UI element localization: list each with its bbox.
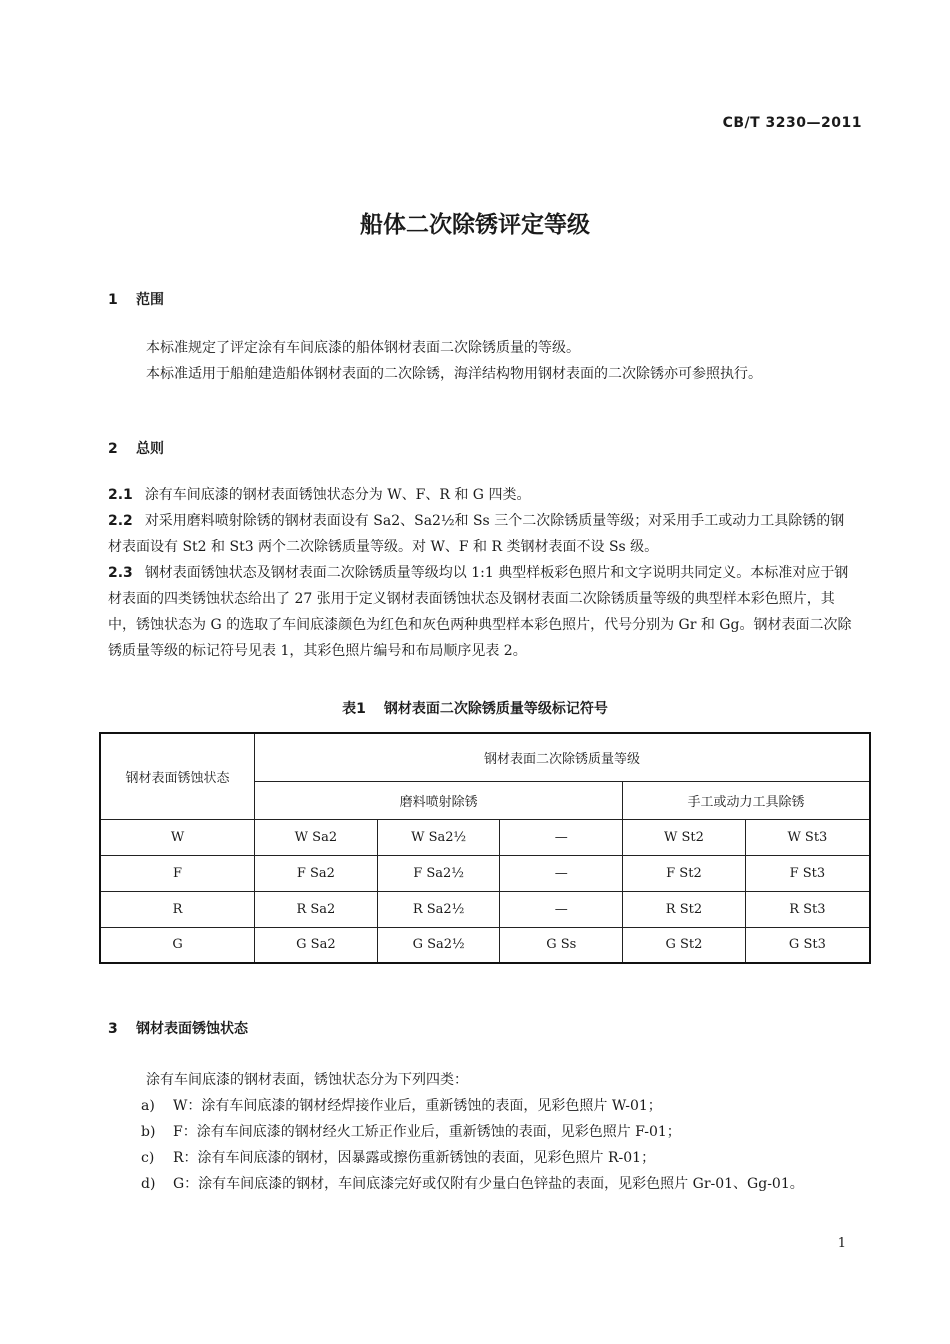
cell-grade: F St3 <box>745 855 870 891</box>
list-marker: a) <box>141 1098 155 1114</box>
section-1-body <box>108 335 858 387</box>
section-1-para-1: 本标准规定了评定涂有车间底漆的船体钢材表面二次除锈质量的等级。 <box>146 340 580 356</box>
cell-grade: F Sa2½ <box>377 855 500 891</box>
header-grade-group: 钢材表面二次除锈质量等级 <box>255 733 870 781</box>
clause-2-3-number: 2.3 <box>108 565 133 581</box>
clause-2-1-text: 涂有车间底漆的钢材表面锈蚀状态分为 W、F、R 和 G 四类。 <box>144 487 531 503</box>
clause-2-2-number: 2.2 <box>108 513 133 529</box>
clause-2-1 <box>108 482 858 508</box>
list-text: W：涂有车间底漆的钢材经焊接作业后，重新锈蚀的表面，见彩色照片 W-01； <box>173 1098 662 1114</box>
cell-grade: W Sa2 <box>255 819 378 855</box>
cell-grade: G St3 <box>745 927 870 963</box>
list-item <box>141 1145 861 1171</box>
cell-grade: — <box>500 855 623 891</box>
list-marker: b) <box>141 1124 156 1140</box>
cell-grade: G Sa2 <box>255 927 378 963</box>
cell-grade: F Sa2 <box>255 855 378 891</box>
cell-grade: W St2 <box>623 819 746 855</box>
page-number: 1 <box>837 1236 846 1251</box>
table-row <box>100 927 870 963</box>
section-3-intro-text: 涂有车间底漆的钢材表面，锈蚀状态分为下列四类： <box>146 1072 468 1088</box>
section-2-body <box>108 482 858 664</box>
cell-grade: R St2 <box>623 891 746 927</box>
table-row <box>100 819 870 855</box>
section-2-number: 2 <box>108 441 118 457</box>
cell-grade: R St3 <box>745 891 870 927</box>
section-3-heading <box>108 1018 248 1038</box>
cell-grade: G Ss <box>500 927 623 963</box>
cell-grade: R Sa2 <box>255 891 378 927</box>
section-1-number: 1 <box>108 292 118 308</box>
grades-table <box>99 732 871 964</box>
table-1-number: 表1 <box>342 701 366 717</box>
cell-state: W <box>100 819 255 855</box>
list-item <box>141 1093 861 1119</box>
rust-state-list <box>141 1093 861 1197</box>
clause-2-3 <box>108 560 858 664</box>
section-2-heading <box>108 438 164 458</box>
header-rust-state: 钢材表面锈蚀状态 <box>100 733 255 819</box>
cell-grade: R Sa2½ <box>377 891 500 927</box>
document-title: 船体二次除锈评定等级 <box>360 212 590 238</box>
table-1-caption <box>0 698 950 718</box>
section-1-para-2: 本标准适用于船舶建造船体钢材表面的二次除锈，海洋结构物用钢材表面的二次除锈亦可参照执行。 <box>146 366 762 382</box>
cell-grade: — <box>500 891 623 927</box>
section-3-title: 钢材表面锈蚀状态 <box>136 1021 248 1037</box>
cell-state: F <box>100 855 255 891</box>
list-marker: d) <box>141 1176 156 1192</box>
table-1-title: 钢材表面二次除锈质量等级标记符号 <box>383 701 608 717</box>
section-2-title: 总则 <box>136 441 164 457</box>
list-marker: c) <box>141 1150 155 1166</box>
cell-state: R <box>100 891 255 927</box>
cell-grade: G St2 <box>623 927 746 963</box>
cell-grade: — <box>500 819 623 855</box>
table-header-row <box>100 733 870 781</box>
list-item <box>141 1119 861 1145</box>
cell-grade: W Sa2½ <box>377 819 500 855</box>
section-1-heading <box>108 289 164 309</box>
list-text: F：涂有车间底漆的钢材经火工矫正作业后，重新锈蚀的表面，见彩色照片 F-01； <box>173 1124 681 1140</box>
clause-2-3-text: 钢材表面锈蚀状态及钢材表面二次除锈质量等级均以 1:1 典型样板彩色照片和文字说明共同定义。本标准对应于钢材表面的四类锈蚀状态给出了 27 张用于定义钢材表面锈蚀状态及钢材表面二次除锈质量等级的典型样本彩色照片，其中，锈蚀状态为 G 的选取了车间底漆颜色为红色和灰色两种典型样本彩色照片，代号分别为 Gr 和 Gg。钢材表面二次除锈质量等级的标记符号见表 1，其彩色照片编号和布局顺序见表 2。 <box>108 565 852 659</box>
section-3-number: 3 <box>108 1021 118 1037</box>
standard-code: CB/T 3230—2011 <box>722 115 862 131</box>
section-1-title: 范围 <box>136 292 164 308</box>
section-3-intro <box>108 1067 858 1093</box>
header-hand-power-tool: 手工或动力工具除锈 <box>623 781 870 819</box>
clause-2-2-text: 对采用磨料喷射除锈的钢材表面设有 Sa2、Sa2½和 Ss 三个二次除锈质量等级；对采用手工或动力工具除锈的钢材表面设有 St2 和 St3 两个二次除锈质量等级。对 W、F 和 R 类钢材表面不设 Ss 级。 <box>108 513 845 555</box>
clause-2-1-number: 2.1 <box>108 487 133 503</box>
table-row <box>100 855 870 891</box>
clause-2-2 <box>108 508 858 560</box>
list-text: R：涂有车间底漆的钢材，因暴露或擦伤重新锈蚀的表面，见彩色照片 R-01； <box>173 1150 656 1166</box>
cell-grade: F St2 <box>623 855 746 891</box>
list-item <box>141 1171 861 1197</box>
cell-state: G <box>100 927 255 963</box>
header-abrasive-blast: 磨料喷射除锈 <box>255 781 623 819</box>
cell-grade: G Sa2½ <box>377 927 500 963</box>
cell-grade: W St3 <box>745 819 870 855</box>
table-row <box>100 891 870 927</box>
list-text: G：涂有车间底漆的钢材，车间底漆完好或仅附有少量白色锌盐的表面，见彩色照片 Gr-01、Gg-01。 <box>173 1176 804 1192</box>
